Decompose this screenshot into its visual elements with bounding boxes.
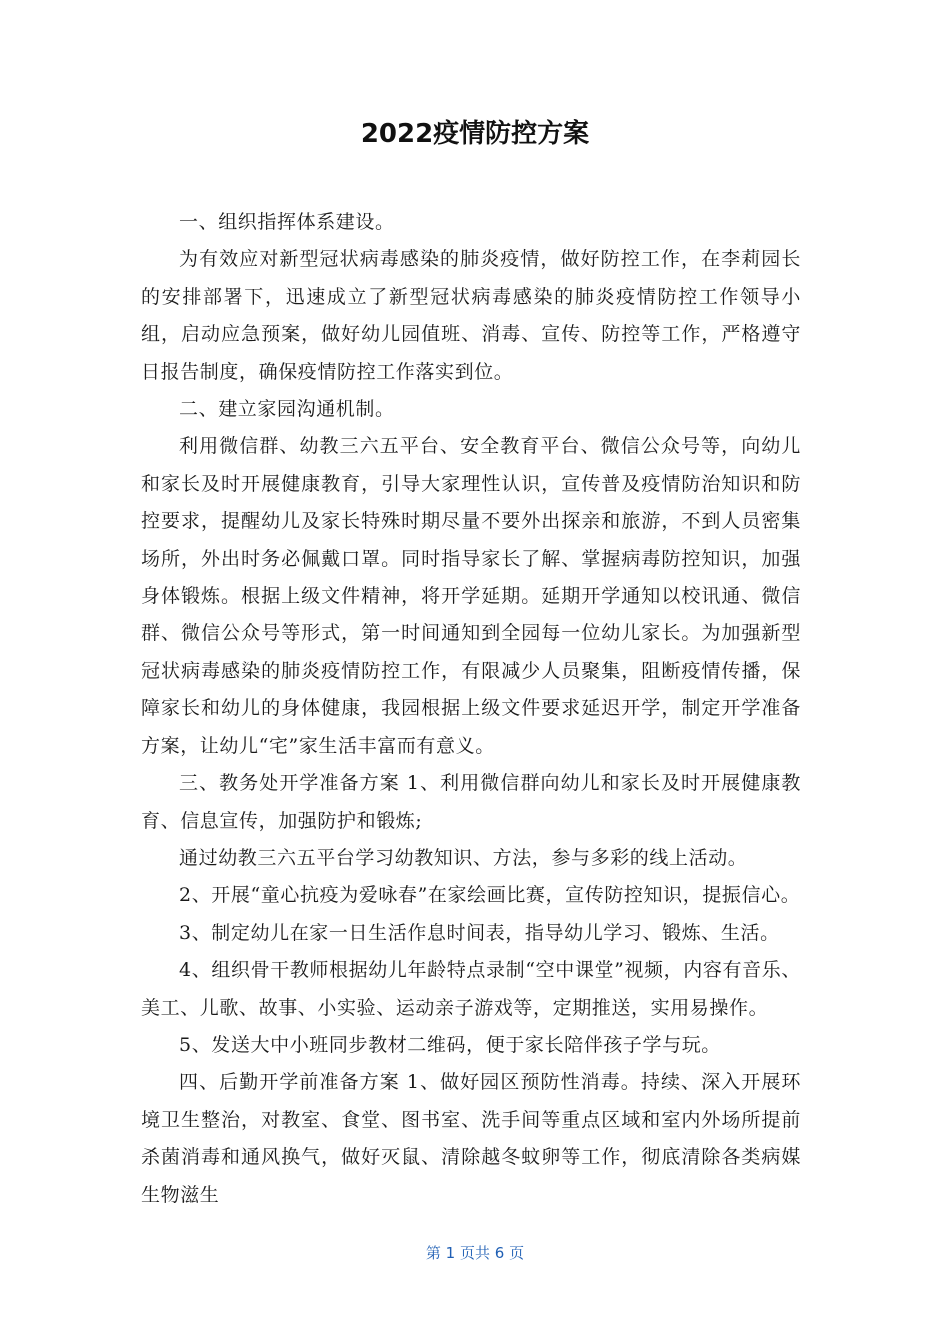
paragraph-3: 通过幼教三六五平台学习幼教知识、方法，参与多彩的线上活动。 [179,846,748,869]
document-title: 2022疫情防控方案 [360,119,590,149]
paragraph-2: 利用微信群、幼教三六五平台、安全教育平台、微信公众号等，向幼儿和家长及时开展健康教育，引导大家理性认识，宣传普及疫情防治知识和防控要求，提醒幼儿及家长特殊时期尽量不要外出探亲和旅游，不到人员密集场所，外出时务必佩戴口罩。同时指导家长了解、掌握病毒防控知识，加强身体锻炼。根据上级文件精神，将开学延期。延期开学通知以校讯通、微信群、微信公众号等形式，第一时间通知到全园每一位幼儿家长。为加强新型冠状病毒感染的肺炎疫情防控工作，有限减少人员聚集，阻断疫情传播，保障家长和幼儿的身体健康，我园根据上级文件要求延迟开学，制定开学准备方案，让幼儿“宅”家生活丰富而有意义。 [141,435,801,757]
document-body [141,204,801,1214]
list-item-5: 5、发送大中小班同步教材二维码，便于家长陪伴孩子学与玩。 [179,1033,721,1056]
list-item-3: 3、制定幼儿在家一日生活作息时间表，指导幼儿学习、锻炼、生活。 [179,921,780,944]
section-heading-1: 一、组织指挥体系建设。 [179,211,395,233]
paragraph-1: 为有效应对新型冠状病毒感染的肺炎疫情，做好防控工作，在李莉园长的安排部署下，迅速成立了新型冠状病毒感染的肺炎疫情防控工作领导小组，启动应急预案，做好幼儿园值班、消毒、宣传、防控等工作，严格遵守日报告制度，确保疫情防控工作落实到位。 [141,248,801,383]
section-heading-3: 三、教务处开学准备方案 1、利用微信群向幼儿和家长及时开展健康教育、信息宣传，加强防护和锻炼; [141,772,801,832]
section-heading-4: 四、后勤开学前准备方案 1、做好园区预防性消毒。持续、深入开展环境卫生整治，对教室、食堂、图书室、洗手间等重点区域和室内外场所提前杀菌消毒和通风换气，做好灭鼠、清除越冬蚊卵等工作，彻底清除各类病媒生物滋生 [141,1071,801,1206]
section-heading-2: 二、建立家园沟通机制。 [179,398,395,421]
list-item-2: 2、开展“童心抗疫为爱咏春”在家绘画比赛，宣传防控知识，提振信心。 [179,884,801,907]
list-item-4: 4、组织骨干教师根据幼儿年龄特点录制“空中课堂”视频，内容有音乐、美工、儿歌、故事、小实验、运动亲子游戏等，定期推送，实用易操作。 [141,959,801,1019]
page-number-footer: 第 1 页共 6 页 [425,1244,525,1262]
